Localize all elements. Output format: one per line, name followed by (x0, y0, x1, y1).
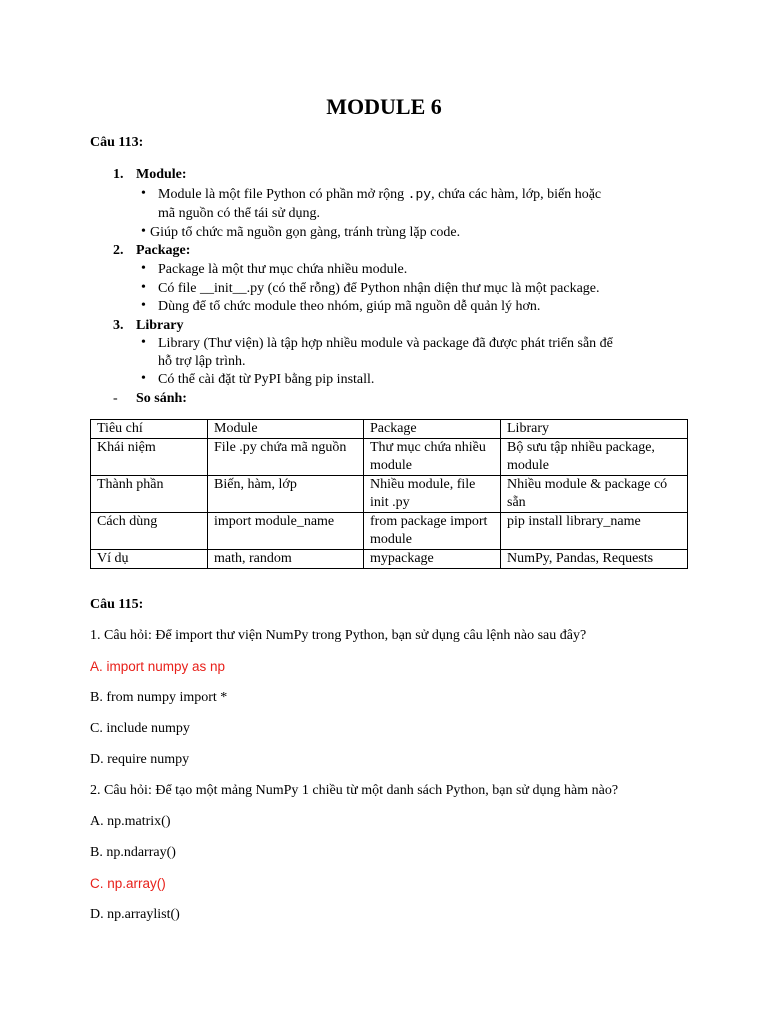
question-113-heading: Câu 113: (90, 135, 144, 150)
table-cell: mypackage (364, 550, 501, 569)
table-row (91, 476, 688, 513)
item-label-library: Library (136, 318, 184, 333)
bullet-text: Package là một thư mục chứa nhiều module. (158, 262, 408, 277)
table-header-cell: Library (501, 420, 688, 439)
table-cell: File .py chứa mã nguồn (208, 439, 364, 476)
quiz-question: 2. Câu hỏi: Để tạo một mảng NumPy 1 chiều từ một danh sách Python, bạn sử dụng hàm nào? (90, 783, 619, 798)
quiz-option: D. np.arraylist() (90, 907, 180, 922)
item-number-2: 2. (113, 243, 124, 258)
question-115-heading: Câu 115: (90, 597, 144, 612)
bullet-text: Có thể cài đặt từ PyPI bằng pip install. (158, 372, 375, 387)
table-cell: NumPy, Pandas, Requests (501, 550, 688, 569)
quiz-option: C. include numpy (90, 721, 190, 736)
quiz-option: A. np.matrix() (90, 814, 171, 829)
bullet-text: Library (Thư viện) là tập hợp nhiều module và package đã được phát triển sẵn để (158, 336, 613, 351)
bullet-text: Dùng để tổ chức module theo nhóm, giúp mã nguồn dễ quản lý hơn. (158, 299, 541, 314)
bullet-text: Module là một file Python có phần mở rộng .py, chứa các hàm, lớp, biến hoặc (158, 187, 602, 202)
table-cell: Nhiều module, file init .py (364, 476, 501, 513)
table-cell: Khái niệm (91, 439, 208, 476)
table-header-cell: Tiêu chí (91, 420, 208, 439)
item-number-3: 3. (113, 318, 124, 333)
table-cell: Thư mục chứa nhiều module (364, 439, 501, 476)
table-row (91, 550, 688, 569)
bullet-text: Giúp tổ chức mã nguồn gọn gàng, tránh trùng lặp code. (150, 225, 461, 240)
table-cell: Nhiều module & package có sẵn (501, 476, 688, 513)
table-cell: Ví dụ (91, 550, 208, 569)
table-cell: import module_name (208, 513, 364, 550)
item-number-1: 1. (113, 167, 124, 182)
item-label-module: Module: (136, 167, 187, 182)
table-cell: from package import module (364, 513, 501, 550)
bullet-dot-icon: • (141, 224, 146, 239)
quiz-option-correct: A. import numpy as np (90, 659, 226, 674)
item-label-package: Package: (136, 243, 191, 258)
bullet-dot-icon: • (141, 335, 146, 350)
quiz-option: B. from numpy import * (90, 690, 228, 705)
bullet-text-continued: hỗ trợ lập trình. (158, 354, 246, 369)
table-row (91, 439, 688, 476)
table-cell: math, random (208, 550, 364, 569)
bullet-dot-icon: • (141, 186, 146, 201)
quiz-question: 1. Câu hỏi: Để import thư viện NumPy trong Python, bạn sử dụng câu lệnh nào sau đây? (90, 628, 587, 643)
quiz-option: D. require numpy (90, 752, 190, 767)
bullet-dot-icon: • (141, 261, 146, 276)
table-header-cell: Module (208, 420, 364, 439)
bullet-text-continued: mã nguồn có thể tái sử dụng. (158, 206, 320, 221)
table-cell: Bộ sưu tập nhiều package, module (501, 439, 688, 476)
table-cell: Thành phần (91, 476, 208, 513)
quiz-option: B. np.ndarray() (90, 845, 176, 860)
bullet-dot-icon: • (141, 371, 146, 386)
table-header-cell: Package (364, 420, 501, 439)
compare-label: So sánh: (136, 391, 187, 406)
bullet-dot-icon: • (141, 280, 146, 295)
table-cell: Cách dùng (91, 513, 208, 550)
table-header-row (91, 420, 688, 439)
dash-marker: - (113, 391, 118, 406)
bullet-text: Có file __init__.py (có thể rỗng) để Python nhận diện thư mục là một package. (158, 281, 600, 296)
table-row (91, 513, 688, 550)
table-cell: pip install library_name (501, 513, 688, 550)
document-title: MODULE 6 (326, 94, 442, 119)
comparison-table (90, 419, 688, 569)
quiz-option-correct: C. np.array() (90, 876, 166, 891)
table-cell: Biến, hàm, lớp (208, 476, 364, 513)
bullet-dot-icon: • (141, 298, 146, 313)
code-extension: .py (407, 187, 432, 202)
